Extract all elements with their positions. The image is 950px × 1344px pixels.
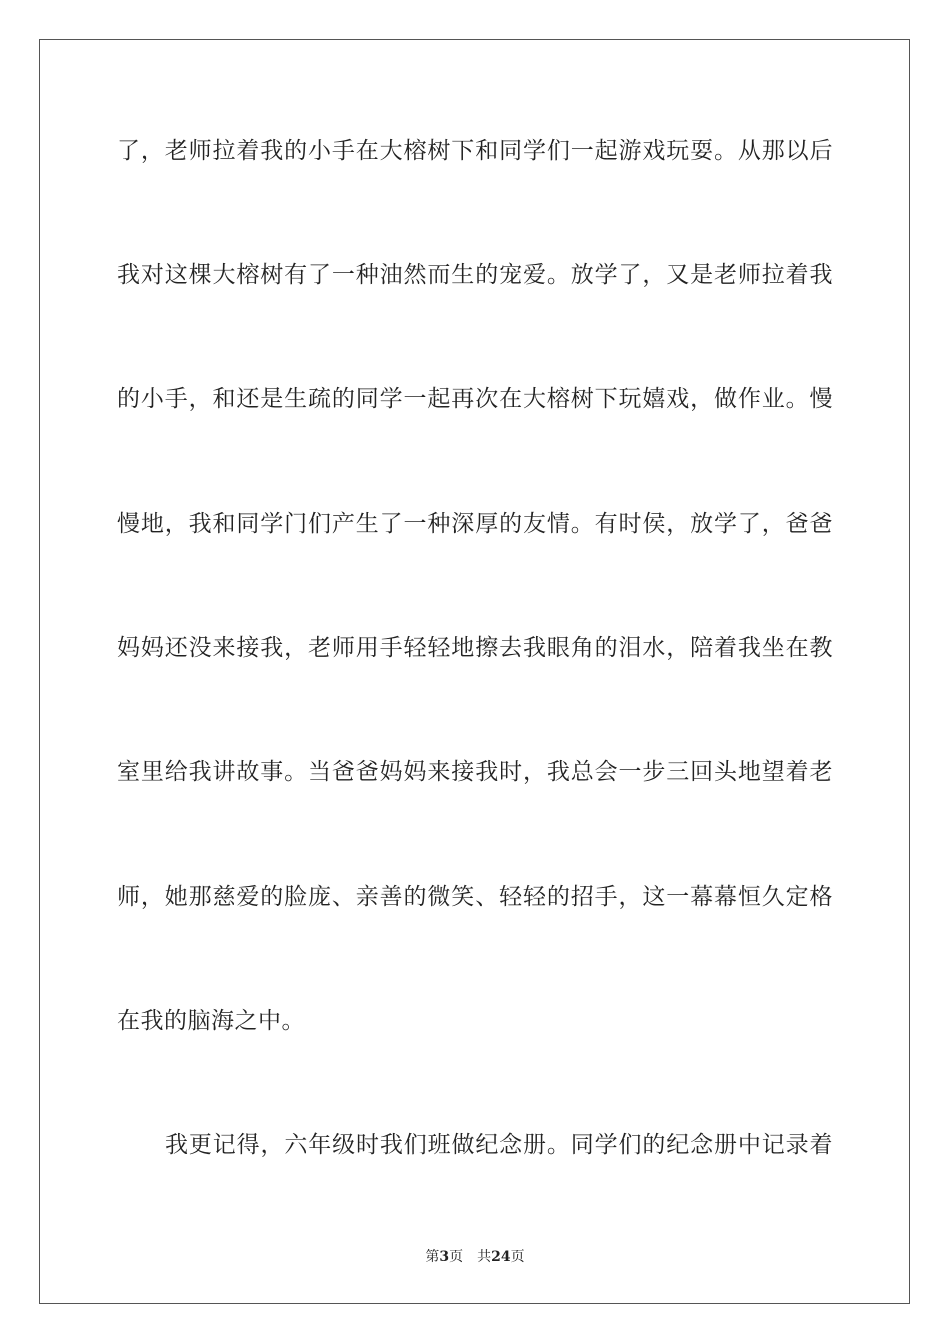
footer-total-prefix: 共 [477,1249,492,1265]
body-text-line-1: 了，老师拉着我的小手在大榕树下和同学们一起游戏玩耍。从那以后 [117,138,833,164]
body-text-line-7: 师，她那慈爱的脸庞、亲善的微笑、轻轻的招手，这一幕幕恒久定格 [117,884,833,910]
footer-page-suffix: 页 [449,1249,464,1265]
body-text-line-4: 慢地，我和同学门们产生了一种深厚的友情。有时侯，放学了，爸爸 [117,511,833,537]
footer-page-number: 3 [439,1249,450,1265]
footer-page-prefix: 第 [425,1249,440,1265]
body-text-line-5: 妈妈还没来接我，老师用手轻轻地擦去我眼角的泪水，陪着我坐在教 [117,635,833,661]
footer-total-pages: 24 [491,1249,511,1265]
paragraph-start-line: 我更记得，六年级时我们班做纪念册。同学们的纪念册中记录着 [165,1132,833,1158]
body-text-line-2: 我对这棵大榕树有了一种油然而生的宠爱。放学了，又是老师拉着我 [117,262,833,288]
body-text-line-3: 的小手，和还是生疏的同学一起再次在大榕树下玩嬉戏，做作业。慢 [117,386,833,412]
page-footer [0,1247,950,1267]
body-text-line-8: 在我的脑海之中。 [117,1008,305,1034]
page-border [39,39,910,1304]
footer-total-suffix: 页 [510,1249,525,1265]
body-text-line-6: 室里给我讲故事。当爸爸妈妈来接我时，我总会一步三回头地望着老 [117,759,833,785]
